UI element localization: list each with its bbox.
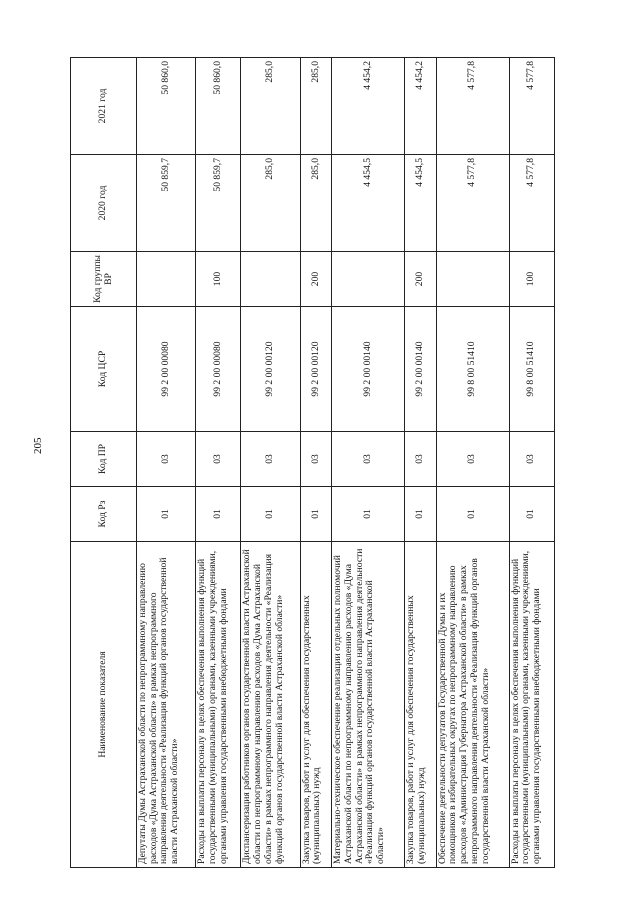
row-pr: 03 [241,432,300,487]
row-pr: 03 [405,432,437,487]
row-2020: 4 577,8 [436,155,509,252]
row-vr: 200 [405,252,437,307]
row-2021: 50 860,0 [196,58,241,155]
header-vr: Код группы ВР [71,252,137,307]
table-row [436,58,509,868]
row-csr: 99 2 00 00080 [137,307,196,432]
row-name: Обеспечение деятельности депутатов Государственной Думы и их помощников в избирательных округах по непрограммному направлению расходов «Администрация Губернатора Астраханской области» в рамках непрограммного направления деятельности «Реализация функций органов государственной власти Астраханской области» [436,542,509,868]
row-2020: 50 859,7 [196,155,241,252]
table-row [405,58,437,868]
row-name: Материально-техническое обеспечение реализации отдельных полномочий Астраханской области по непрограммному направлению расходов «Дума Астраханской области» в рамках непрограммного направления деятельности «Реализация функций органов государственной власти Астраханской области» [332,542,405,868]
row-pr: 03 [137,432,196,487]
header-2021: 2021 год [71,58,137,155]
table-row [241,58,300,868]
row-name: Закупка товаров, работ и услуг для обеспечения государственных (муниципальных) нужд [300,542,332,868]
row-vr [241,252,300,307]
row-csr: 99 8 00 51410 [436,307,509,432]
row-rz: 01 [405,487,437,542]
header-rz: Код Рз [71,487,137,542]
row-pr: 03 [509,432,554,487]
page-number: 205 [32,437,44,454]
header-csr: Код ЦСР [71,307,137,432]
row-name: Депутаты Думы Астраханской области по непрограммному направлению расходов «Дума Астраханской области» в рамках непрограммного направления деятельности «Реализация функций органов государственной власти Астраханской области» [137,542,196,868]
budget-table [70,57,555,868]
row-name: Закупка товаров, работ и услуг для обеспечения государственных (муниципальных) нужд [405,542,437,868]
row-name: Расходы на выплаты персоналу в целях обеспечения выполнения функций государственными (муниципальными) органами, казенными учреждениями, органами управления государственными внебюджетными фондами [509,542,554,868]
header-name: Наименование показателя [71,542,137,868]
row-pr: 03 [300,432,332,487]
row-rz: 01 [436,487,509,542]
row-2021: 4 454,2 [332,58,405,155]
table-row [196,58,241,868]
row-csr: 99 2 00 00140 [405,307,437,432]
row-2021: 4 577,8 [509,58,554,155]
table-row [137,58,196,868]
row-csr: 99 2 00 00120 [300,307,332,432]
row-vr: 100 [509,252,554,307]
header-2020: 2020 год [71,155,137,252]
row-2021: 285,0 [241,58,300,155]
row-2020: 50 859,7 [137,155,196,252]
row-2021: 285,0 [300,58,332,155]
row-2021: 50 860,0 [137,58,196,155]
row-csr: 99 2 00 00140 [332,307,405,432]
row-rz: 01 [509,487,554,542]
row-vr [436,252,509,307]
row-rz: 01 [300,487,332,542]
row-rz: 01 [137,487,196,542]
row-2020: 285,0 [300,155,332,252]
table-row [509,58,554,868]
row-2020: 4 454,5 [332,155,405,252]
table-row [332,58,405,868]
row-2020: 4 577,8 [509,155,554,252]
row-pr: 03 [332,432,405,487]
row-2021: 4 454,2 [405,58,437,155]
row-2020: 285,0 [241,155,300,252]
budget-table-container [70,58,555,868]
row-pr: 03 [196,432,241,487]
table-header-row [71,58,137,868]
row-vr [332,252,405,307]
row-csr: 99 2 00 00080 [196,307,241,432]
row-pr: 03 [436,432,509,487]
row-csr: 99 2 00 00120 [241,307,300,432]
table-row [300,58,332,868]
row-rz: 01 [241,487,300,542]
row-vr: 200 [300,252,332,307]
row-2021: 4 577,8 [436,58,509,155]
row-vr [137,252,196,307]
row-name: Диспансеризация работников органов государственной власти Астраханской области по непрограммному направлению расходов «Дума Астраханской области» в рамках непрограммного направления деятельности «Реализация функций органов государственной власти Астраханской области» [241,542,300,868]
row-rz: 01 [196,487,241,542]
row-csr: 99 8 00 51410 [509,307,554,432]
row-vr: 100 [196,252,241,307]
row-name: Расходы на выплаты персоналу в целях обеспечения выполнения функций государственными (муниципальными) органами, казенными учреждениями, органами управления государственными внебюджетными фондами [196,542,241,868]
header-pr: Код ПР [71,432,137,487]
row-2020: 4 454,5 [405,155,437,252]
row-rz: 01 [332,487,405,542]
